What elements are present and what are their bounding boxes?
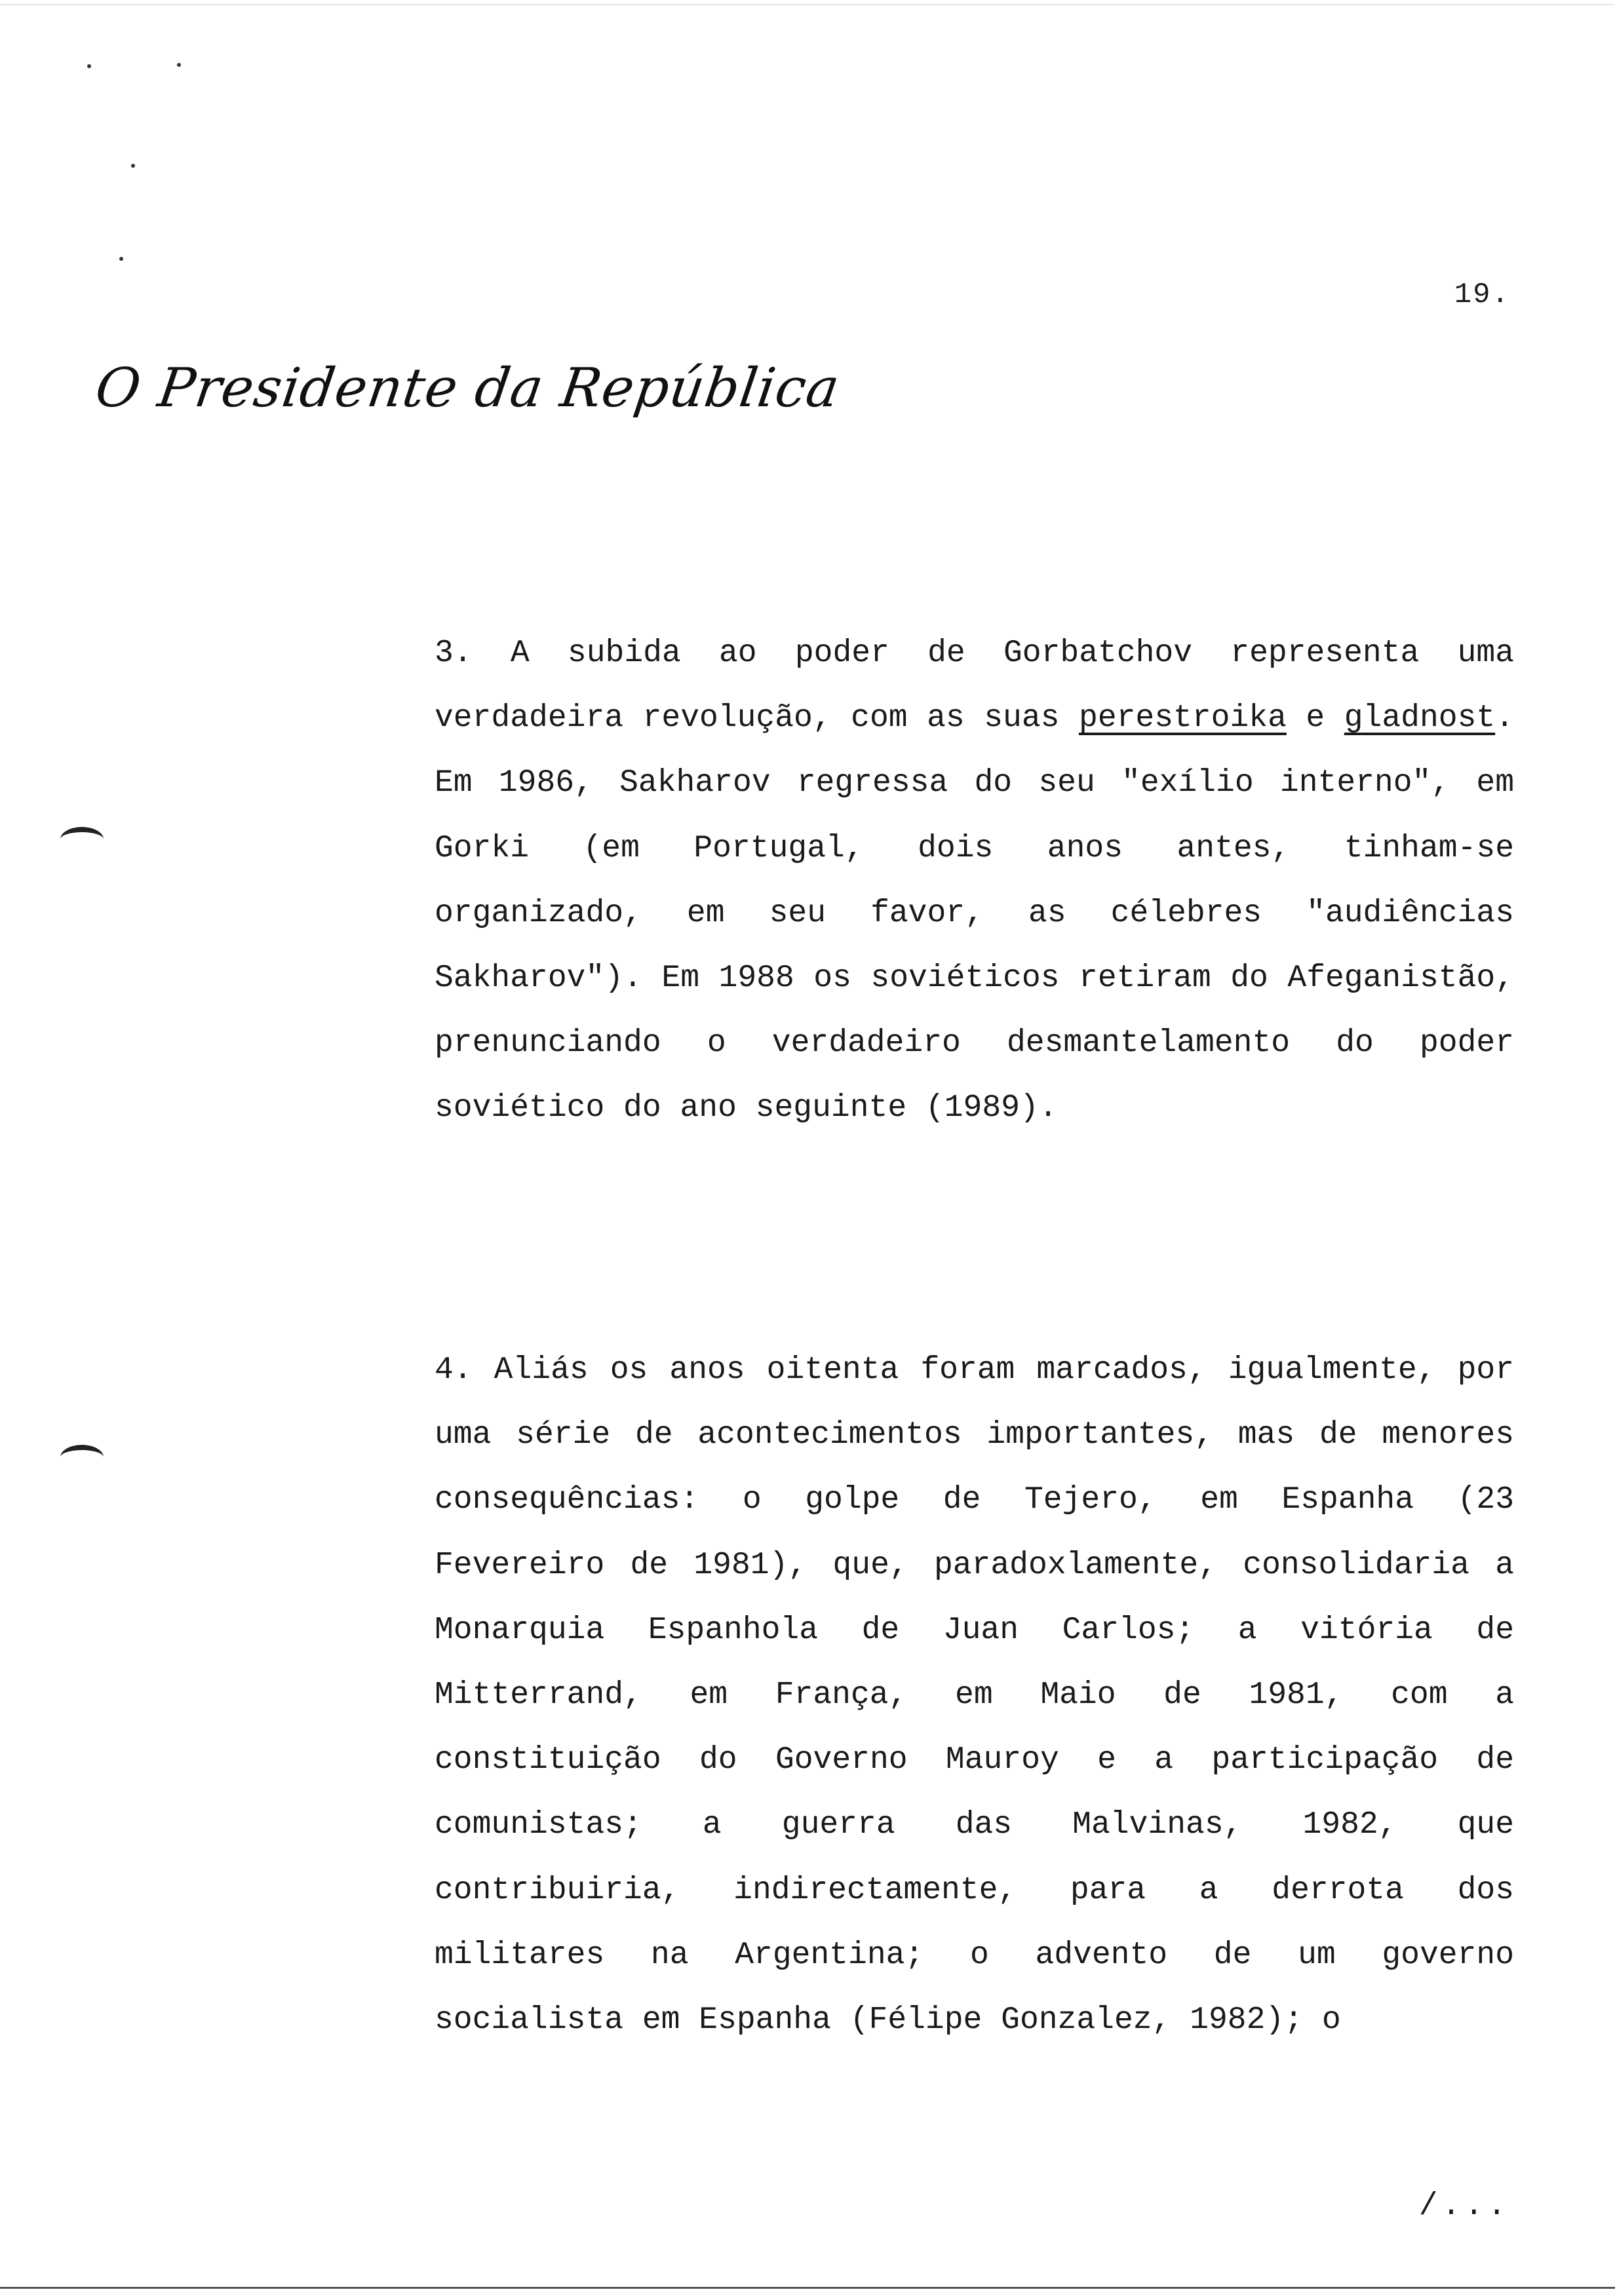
paragraph-4	[435, 1338, 1514, 2053]
scan-edge	[0, 2287, 1615, 2289]
scan-speck	[119, 257, 123, 261]
scan-speck	[177, 63, 181, 67]
scan-speck	[131, 164, 135, 168]
scan-speck	[87, 64, 91, 68]
underlined-term: perestroika	[1079, 700, 1287, 737]
continuation-mark: /...	[1418, 2189, 1510, 2224]
paragraph-3	[435, 621, 1514, 1141]
paragraph-text: 3. A subida ao poder de Gorbatchov representa uma verdadeira revolução, com as suas	[435, 636, 1514, 737]
hole-punch-mark	[60, 827, 104, 852]
underlined-term: gladnost	[1344, 700, 1496, 737]
page-number: 19.	[1454, 278, 1510, 311]
hole-punch-mark	[60, 1445, 104, 1470]
scan-edge	[0, 4, 1615, 5]
paragraph-text: e	[1286, 700, 1344, 737]
paragraph-text: 4. Aliás os anos oitenta foram marcados, igualmente, por uma série de acontecimentos importantes, mas de menores consequências: o golpe de Tejero, em Espanha (23 Fevereiro de 1981), que, paradoxlamente, consolidaria a Monarquia Espanhola de Juan Carlos; a vitória de Mitterrand, em França, em Maio de 1981, com a constituição do Governo Mauroy e a participação de comunistas; a guerra das Malvinas, 1982, que contribuiria, indirectamente, para a derrota dos militares na Argentina; o advento de um governo socialista em Espanha (Félipe Gonzalez, 1982); o	[435, 1352, 1514, 2038]
letterhead-title: O Presidente da República	[92, 357, 844, 419]
paragraph-text: . Em 1986, Sakharov regressa do seu "exílio interno", em Gorki (em Portugal, dois anos antes, tinham-se organizado, em seu favor, as célebres "audiências Sakharov"). Em 1988 os soviéticos retiram do Afeganistão, prenunciando o verdadeiro desmantelamento do poder soviético do ano seguinte (1989).	[435, 700, 1514, 1126]
